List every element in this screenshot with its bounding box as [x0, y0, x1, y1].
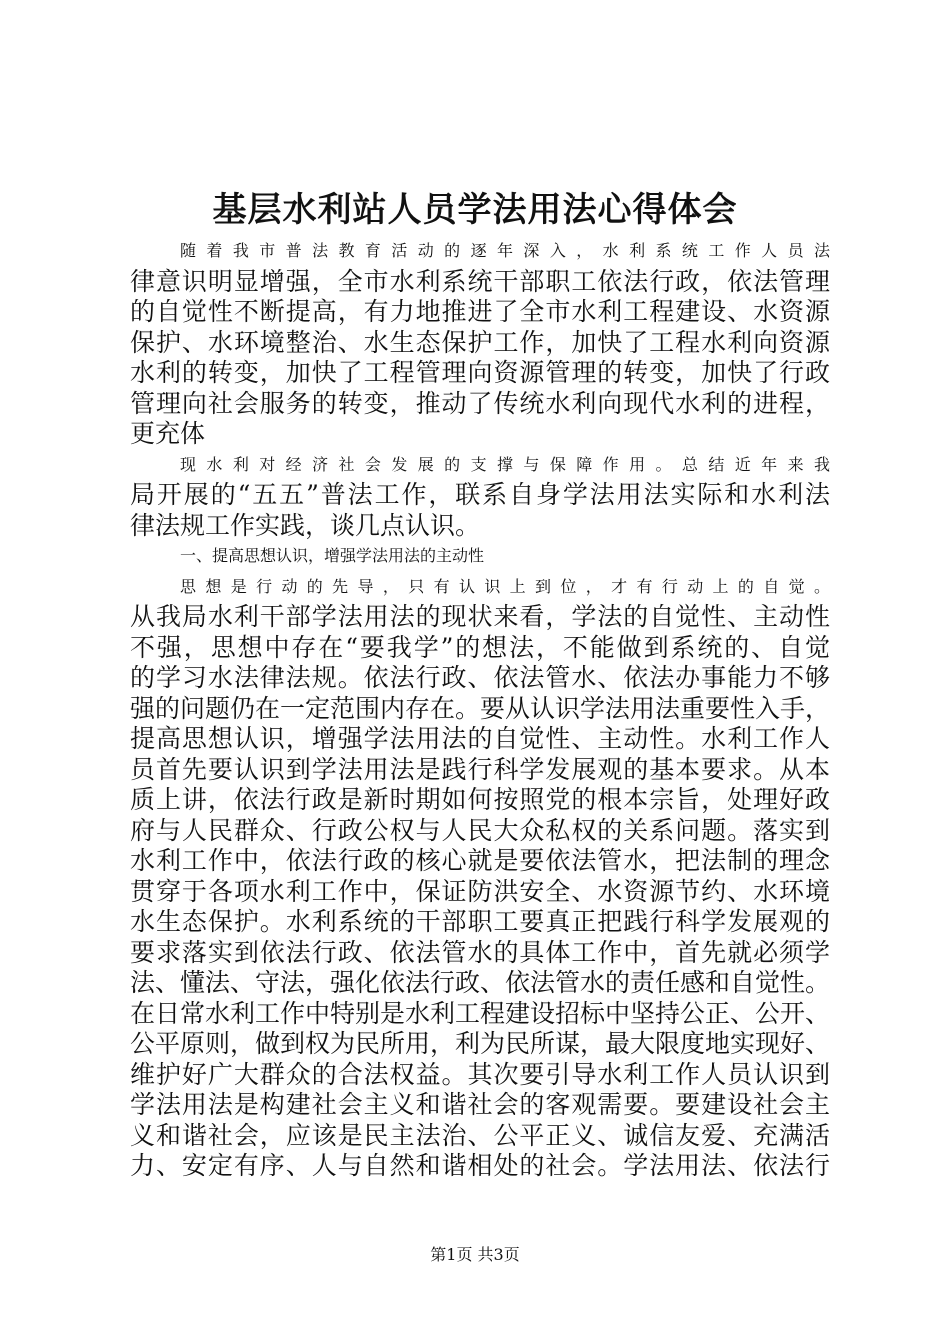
- text-line: 律法规工作实践，谈几点认识。: [130, 510, 481, 540]
- text-line: 随着我市普法教育活动的逐年深入，水利系统工作人员法: [180, 241, 830, 260]
- text-line: 义和谐社会，应该是民主法治、公平正义、诚信友爱、充满活: [130, 1120, 830, 1150]
- text-line: 水利工作中，依法行政的核心就是要依法管水，把法制的理念: [130, 846, 830, 875]
- text-line: 维护好广大群众的合法权益。其次要引导水利工作人员认识到: [130, 1059, 830, 1089]
- text-line: 公平原则，做到权为民所用，利为民所谋，最大限度地实现好、: [130, 1029, 831, 1058]
- text-line: 的学习水法律法规。依法行政、依法管水、依法办事能力不够: [130, 663, 830, 692]
- text-line: 的自觉性不断提高，有力地推进了全市水利工程建设、水资源: [130, 297, 830, 326]
- text-line: 不强，思想中存在“要我学”的想法，不能做到系统的、自觉: [130, 632, 830, 662]
- text-line: 在日常水利工作中特别是水利工程建设招标中坚持公正、公开、: [130, 998, 831, 1028]
- text-line: 贯穿于各项水利工作中，保证防洪安全、水资源节约、水环境: [130, 876, 830, 906]
- text-line: 一、提高思想认识，增强学法用法的主动性: [180, 546, 485, 565]
- document-body: [130, 236, 830, 1182]
- page-number-footer: 第1页 共3页: [430, 1245, 520, 1264]
- text-line: 法、懂法、守法，强化依法行政、依法管水的责任感和自觉性。: [130, 968, 831, 997]
- text-line: 律意识明显增强，全市水利系统干部职工依法行政，依法管理: [130, 266, 830, 296]
- text-line: 力、安定有序、人与自然和谐相处的社会。学法用法、依法行: [130, 1151, 830, 1180]
- text-line: 质上讲，依法行政是新时期如何按照党的根本宗旨，处理好政: [130, 785, 830, 814]
- text-line: 水生态保护。水利系统的干部职工要真正把践行科学发展观的: [130, 907, 830, 936]
- text-line: 从我局水利干部学法用法的现状来看，学法的自觉性、主动性: [130, 602, 830, 631]
- text-line: 强的问题仍在一定范围内存在。要从认识学法用法重要性入手，: [130, 693, 831, 723]
- text-line: 水利的转变，加快了工程管理向资源管理的转变，加快了行政: [130, 358, 830, 387]
- text-line: 员首先要认识到学法用法是践行科学发展观的基本要求。从本: [130, 754, 830, 784]
- document-title: 基层水利站人员学法用法心得体会: [212, 190, 738, 230]
- text-line: 更充体: [130, 419, 206, 448]
- text-line: 管理向社会服务的转变，推动了传统水利向现代水利的进程，: [130, 388, 830, 418]
- text-line: 提高思想认识，增强学法用法的自觉性、主动性。水利工作人: [130, 724, 830, 753]
- text-line: 要求落实到依法行政、依法管水的具体工作中，首先就必须学: [130, 937, 830, 967]
- text-line: 保护、水环境整治、水生态保护工作，加快了工程水利向资源: [130, 327, 830, 357]
- text-line: 府与人民群众、行政公权与人民大众私权的关系问题。落实到: [130, 815, 830, 845]
- text-line: 学法用法是构建社会主义和谐社会的客观需要。要建设社会主: [130, 1090, 830, 1119]
- text-line: 现水利对经济社会发展的支撑与保障作用。总结近年来我: [180, 454, 830, 474]
- text-line: 局开展的“五五”普法工作，联系自身学法用法实际和水利法: [130, 480, 830, 509]
- text-line: 思想是行动的先导，只有认识上到位，才有行动上的自觉。: [180, 576, 830, 596]
